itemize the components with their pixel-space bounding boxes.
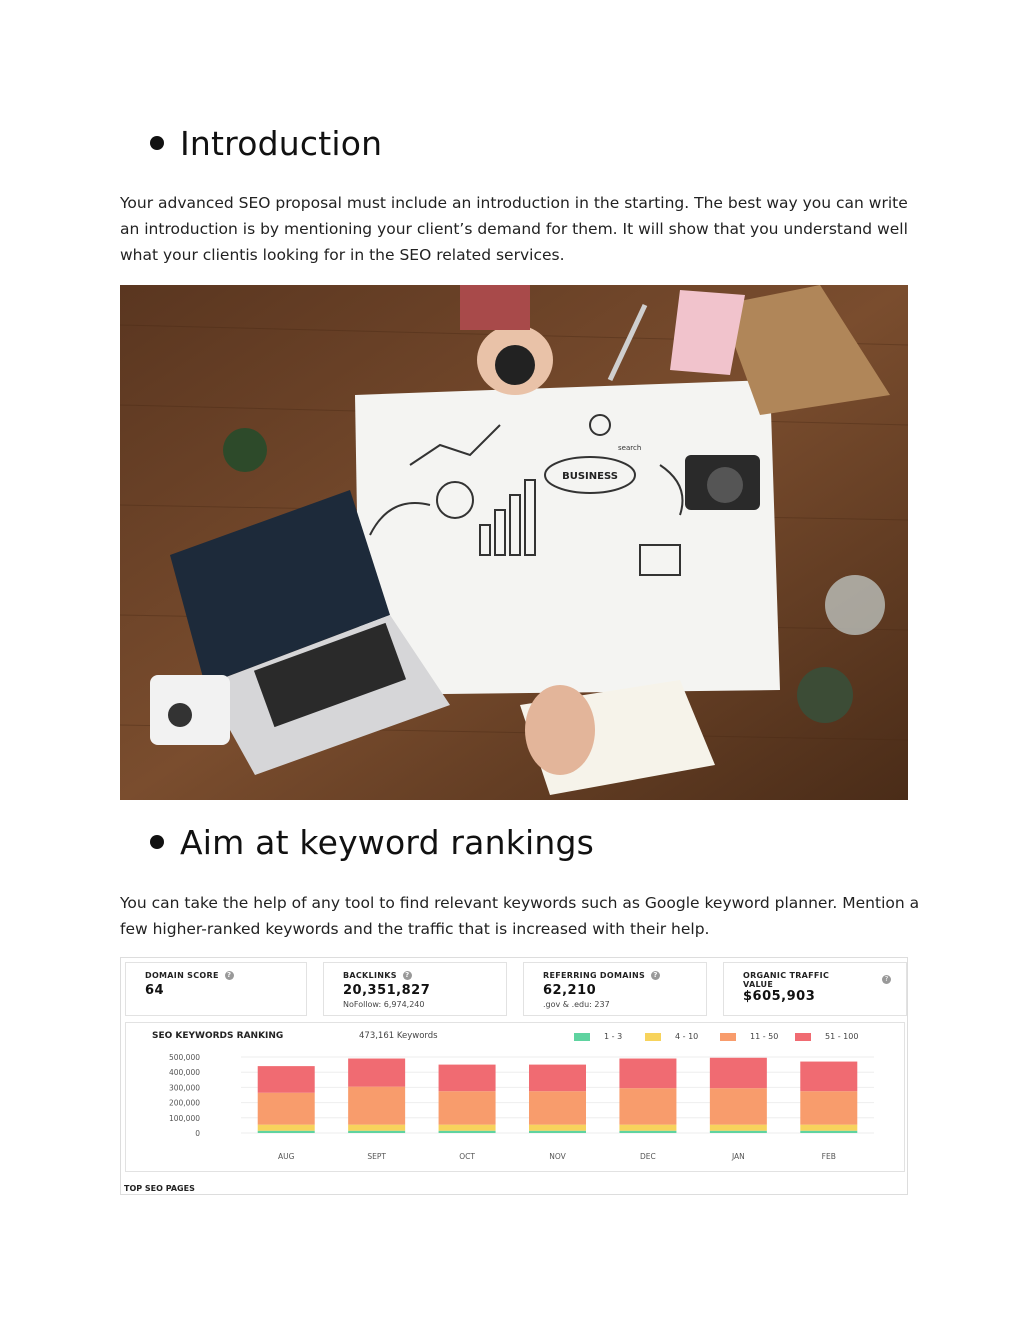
- card-subtext: NoFollow: 6,974,240: [343, 1000, 425, 1009]
- bar-segment: [439, 1065, 496, 1092]
- card-value: 20,351,827: [343, 983, 431, 998]
- card-value: 64: [145, 983, 165, 998]
- bar-segment: [619, 1125, 676, 1131]
- card-label: DOMAIN SCORE: [145, 971, 219, 980]
- bar-segment: [619, 1131, 676, 1133]
- legend-item: 11 - 50: [720, 1032, 778, 1041]
- paper-business-label: BUSINESS: [562, 471, 618, 482]
- legend-item: 51 - 100: [795, 1032, 858, 1041]
- help-icon: ?: [225, 971, 234, 980]
- bar-segment: [348, 1125, 405, 1131]
- x-tick-label: JAN: [731, 1152, 745, 1161]
- legend-item: 4 - 10: [645, 1032, 698, 1041]
- seo-dashboard: [120, 957, 908, 1195]
- chart-subtitle: 473,161 Keywords: [359, 1031, 438, 1041]
- help-icon: ?: [651, 971, 660, 980]
- bar-segment: [710, 1131, 767, 1133]
- bar-segment: [439, 1131, 496, 1133]
- bar-segment: [800, 1091, 857, 1124]
- business-planning-photo: [120, 285, 908, 800]
- heading-text: Introduction: [180, 124, 383, 163]
- bar-segment: [800, 1062, 857, 1092]
- help-icon: ?: [403, 971, 412, 980]
- bar-segment: [258, 1066, 315, 1093]
- y-tick-label: 100,000: [168, 1113, 200, 1123]
- bar-segment: [710, 1088, 767, 1124]
- bar-segment: [800, 1131, 857, 1133]
- y-tick-label: 300,000: [168, 1083, 200, 1093]
- x-tick-label: SEPT: [367, 1152, 386, 1161]
- keyword-paragraph: You can take the help of any tool to find relevant keywords such as Google keyword planner. Mention a few higher-ranked keywords and the traffic that is increased with their help.: [120, 894, 920, 938]
- heading-text: Aim at keyword rankings: [180, 823, 595, 862]
- x-tick-label: NOV: [549, 1152, 566, 1161]
- bar-segment: [529, 1125, 586, 1131]
- keywords-ranking-chart: [125, 1022, 905, 1172]
- section-heading-introduction: [150, 124, 382, 163]
- organic-traffic-card: [723, 962, 907, 1016]
- y-tick-label: 400,000: [168, 1068, 200, 1078]
- x-tick-label: DEC: [640, 1152, 656, 1161]
- bar-segment: [619, 1059, 676, 1089]
- bar-segment: [529, 1065, 586, 1092]
- bar-segment: [529, 1131, 586, 1133]
- card-value: 62,210: [543, 983, 597, 998]
- top-seo-pages-label: TOP SEO PAGES: [124, 1184, 195, 1193]
- y-tick-label: 200,000: [168, 1098, 200, 1108]
- x-tick-label: AUG: [277, 1152, 295, 1161]
- card-label: REFERRING DOMAINS: [543, 971, 646, 980]
- x-tick-label: FEB: [821, 1152, 836, 1161]
- y-tick-label: 500,000: [168, 1053, 200, 1062]
- bar-segment: [348, 1059, 405, 1087]
- bar-segment: [529, 1091, 586, 1124]
- bar-segment: [439, 1091, 496, 1124]
- referring-domains-card: [523, 962, 707, 1016]
- bar-segment: [348, 1087, 405, 1125]
- bar-segment: [258, 1125, 315, 1131]
- domain-score-card: [125, 962, 307, 1016]
- legend-item: 1 - 3: [574, 1032, 622, 1041]
- bar-segment: [258, 1093, 315, 1125]
- bar-segment: [619, 1088, 676, 1124]
- paper-search-label: search: [618, 444, 642, 452]
- bar-segment: [439, 1125, 496, 1131]
- bar-segment: [710, 1058, 767, 1088]
- introduction-paragraph: Your advanced SEO proposal must include an introduction in the starting. The best way you can write an introduction is by mentioning your client’s demand for them. It will show that you understand well what your clientis looking for in the SEO related services.: [120, 194, 908, 264]
- section-heading-keyword-rankings: [150, 823, 594, 862]
- y-tick-label: 0: [195, 1129, 200, 1138]
- bullet-icon: [150, 835, 164, 849]
- backlinks-card: [323, 962, 507, 1016]
- bar-segment: [348, 1131, 405, 1133]
- help-icon: ?: [882, 975, 891, 984]
- card-value: $605,903: [743, 989, 816, 1004]
- chart-plot: [126, 1023, 906, 1173]
- bar-segment: [258, 1131, 315, 1133]
- card-subtext: .gov & .edu: 237: [543, 1000, 610, 1009]
- bar-segment: [800, 1125, 857, 1131]
- bullet-icon: [150, 136, 164, 150]
- chart-title: SEO KEYWORDS RANKING: [152, 1031, 284, 1041]
- card-label: ORGANIC TRAFFIC VALUE: [743, 971, 830, 989]
- card-label: BACKLINKS: [343, 971, 397, 980]
- x-tick-label: OCT: [459, 1152, 475, 1161]
- bar-segment: [710, 1125, 767, 1131]
